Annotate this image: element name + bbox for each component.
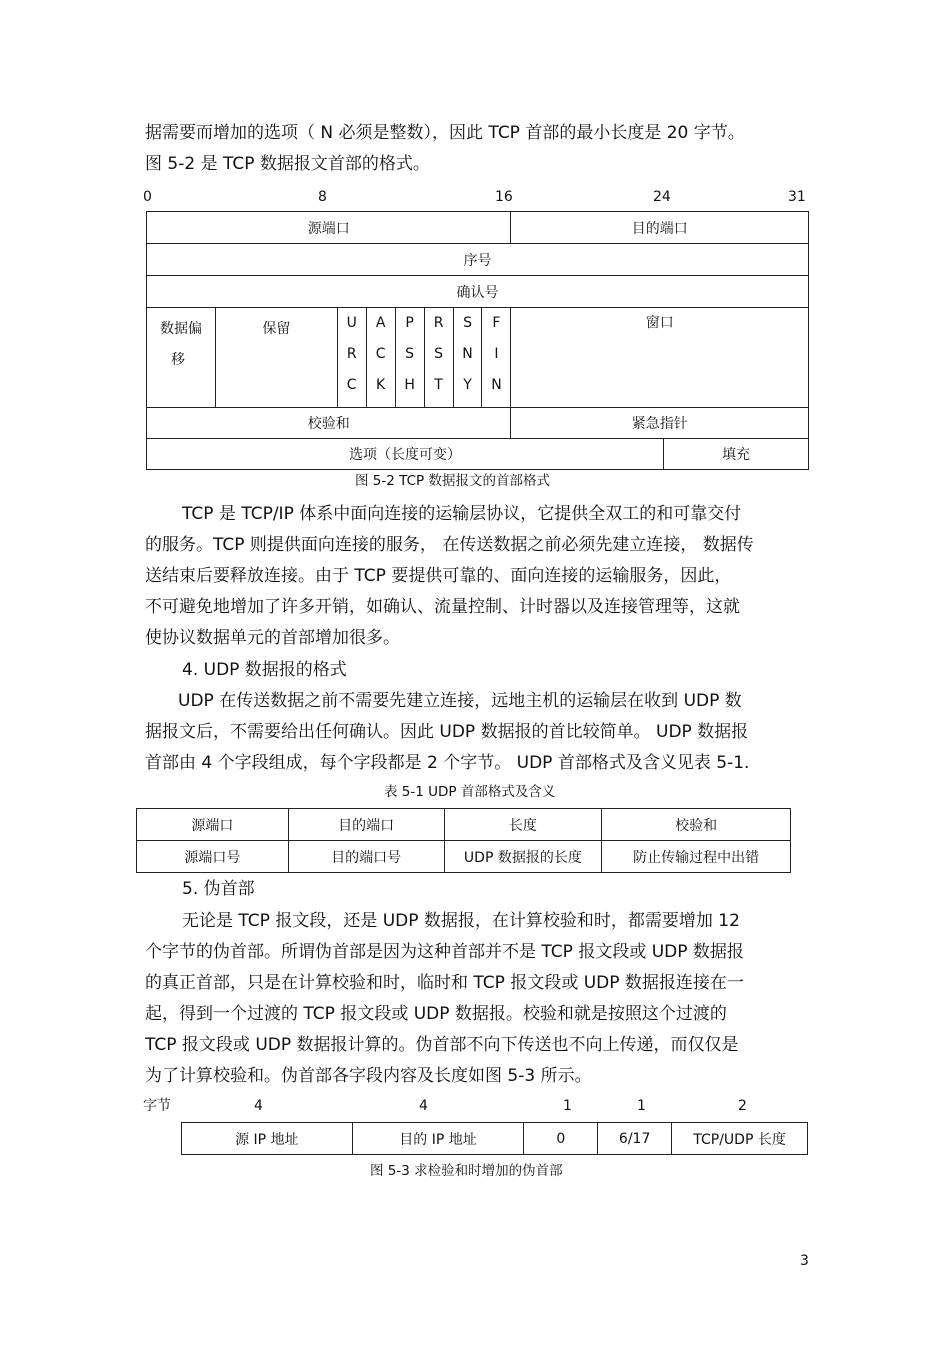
pseudo-length: TCP/UDP 长度 bbox=[672, 1123, 808, 1155]
flag-ack bbox=[366, 308, 395, 408]
pseudo-paragraph-line-6: 为了计算校验和。伪首部各字段内容及长度如图 5-3 所示。 bbox=[145, 1066, 592, 1086]
flag-char: I bbox=[494, 346, 499, 362]
pseudo-paragraph-line-5: TCP 报文段或 UDP 数据报计算的。伪首部不向下传送也不向上传递，而仅仅是 bbox=[145, 1035, 739, 1055]
udp-header-checksum: 校验和 bbox=[602, 809, 791, 841]
flag-char: Y bbox=[463, 377, 472, 393]
flag-char: H bbox=[404, 377, 415, 393]
flag-char: P bbox=[405, 315, 414, 331]
udp-cell-dest-port: 目的端口号 bbox=[288, 841, 444, 873]
bytes-label: 字节 bbox=[143, 1098, 171, 1114]
pseudo-paragraph-line-2: 个字节的伪首部。所谓伪首部是因为这种首部并不是 TCP 报文段或 UDP 数据报 bbox=[145, 942, 744, 962]
bit-ruler-24: 24 bbox=[653, 189, 671, 205]
udp-header-source-port: 源端口 bbox=[137, 809, 289, 841]
byte-count-zero: 1 bbox=[563, 1098, 572, 1114]
flag-char: S bbox=[463, 315, 472, 331]
udp-paragraph-line-3: 首部由 4 个字段组成，每个字段都是 2 个字节。 UDP 首部格式及含义见表 5-1. bbox=[145, 753, 750, 773]
bit-ruler-16: 16 bbox=[495, 189, 513, 205]
udp-heading: 4. UDP 数据报的格式 bbox=[182, 660, 347, 680]
pseudo-dst-ip: 目的 IP 地址 bbox=[352, 1123, 524, 1155]
udp-cell-checksum: 防止传输过程中出错 bbox=[602, 841, 791, 873]
tcp-options: 选项（长度可变） bbox=[147, 439, 664, 470]
tcp-sequence-number: 序号 bbox=[147, 244, 809, 276]
tcp-reserved: 保留 bbox=[215, 308, 337, 408]
tcp-paragraph-line-3: 送结束后要释放连接。由于 TCP 要提供可靠的、面向连接的运输服务，因此， bbox=[145, 566, 732, 586]
data-offset-line-1: 数据偏 bbox=[159, 321, 202, 337]
tcp-urgent-pointer: 紧急指针 bbox=[511, 408, 809, 439]
flag-fin bbox=[482, 308, 511, 408]
udp-header-table bbox=[136, 808, 791, 873]
udp-paragraph-line-2: 据报文后，不需要给出任何确认。因此 UDP 数据报的首比较简单。 UDP 数据报 bbox=[145, 722, 749, 742]
pseudo-paragraph-line-3: 的真正首部，只是在计算校验和时，临时和 TCP 报文段或 UDP 数据报连接在一 bbox=[145, 973, 744, 993]
tcp-source-port: 源端口 bbox=[147, 212, 511, 244]
data-offset-line-2: 移 bbox=[171, 352, 185, 368]
pseudo-heading: 5. 伪首部 bbox=[182, 879, 255, 899]
flag-char: N bbox=[462, 346, 473, 362]
flag-syn bbox=[453, 308, 482, 408]
tcp-header-table bbox=[146, 211, 809, 470]
flag-urg bbox=[337, 308, 366, 408]
flag-char: C bbox=[375, 346, 386, 362]
udp-header-dest-port: 目的端口 bbox=[288, 809, 444, 841]
tcp-dest-port: 目的端口 bbox=[511, 212, 809, 244]
flag-char: K bbox=[376, 377, 386, 393]
pseudo-protocol: 6/17 bbox=[598, 1123, 672, 1155]
byte-count-protocol: 1 bbox=[637, 1098, 646, 1114]
flag-char: N bbox=[491, 377, 502, 393]
tcp-checksum: 校验和 bbox=[147, 408, 511, 439]
tcp-data-offset bbox=[147, 308, 216, 408]
flag-char: R bbox=[433, 315, 444, 331]
byte-count-src-ip: 4 bbox=[254, 1098, 263, 1114]
flag-char: A bbox=[375, 315, 386, 331]
page-number: 3 bbox=[800, 1253, 809, 1269]
udp-paragraph-line-1: UDP 在传送数据之前不需要先建立连接，远地主机的运输层在收到 UDP 数 bbox=[178, 691, 742, 711]
tcp-padding: 填充 bbox=[664, 439, 809, 470]
udp-cell-source-port: 源端口号 bbox=[137, 841, 289, 873]
flag-char: U bbox=[346, 315, 357, 331]
tcp-paragraph-line-4: 不可避免地增加了许多开销，如确认、流量控制、计时器以及连接管理等，这就 bbox=[145, 597, 740, 617]
intro-line-1: 据需要而增加的选项（ N 必须是整数），因此 TCP 首部的最小长度是 20 字节。 bbox=[145, 123, 745, 143]
udp-cell-length: UDP 数据报的长度 bbox=[444, 841, 602, 873]
flag-char: R bbox=[346, 346, 357, 362]
figure-5-2-caption: 图 5-2 TCP 数据报文的首部格式 bbox=[355, 473, 550, 489]
flag-psh bbox=[395, 308, 424, 408]
intro-line-2: 图 5-2 是 TCP 数据报文首部的格式。 bbox=[145, 154, 430, 174]
tcp-window: 窗口 bbox=[511, 308, 809, 408]
bit-ruler-8: 8 bbox=[318, 189, 327, 205]
tcp-ack-number: 确认号 bbox=[147, 276, 809, 308]
flag-char: C bbox=[346, 377, 357, 393]
bit-ruler-0: 0 bbox=[143, 189, 152, 205]
pseudo-paragraph-line-1: 无论是 TCP 报文段，还是 UDP 数据报，在计算校验和时，都需要增加 12 bbox=[182, 911, 740, 931]
table-5-1-caption: 表 5-1 UDP 首部格式及含义 bbox=[384, 784, 556, 800]
pseudo-zero: 0 bbox=[524, 1123, 598, 1155]
tcp-paragraph-line-5: 使协议数据单元的首部增加很多。 bbox=[145, 628, 400, 648]
flag-char: S bbox=[405, 346, 415, 362]
flag-char: T bbox=[434, 377, 443, 393]
flag-char: F bbox=[492, 315, 501, 331]
flag-rst bbox=[424, 308, 453, 408]
udp-header-length: 长度 bbox=[444, 809, 602, 841]
pseudo-paragraph-line-4: 起，得到一个过渡的 TCP 报文段或 UDP 数据报。校验和就是按照这个过渡的 bbox=[145, 1004, 727, 1024]
bit-ruler-31: 31 bbox=[788, 189, 806, 205]
tcp-paragraph-line-2: 的服务。TCP 则提供面向连接的服务， 在传送数据之前必须先建立连接， 数据传 bbox=[145, 535, 754, 555]
byte-count-dst-ip: 4 bbox=[419, 1098, 428, 1114]
pseudo-src-ip: 源 IP 地址 bbox=[182, 1123, 353, 1155]
tcp-paragraph-line-1: TCP 是 TCP/IP 体系中面向连接的运输层协议，它提供全双工的和可靠交付 bbox=[182, 504, 742, 524]
figure-5-3-caption: 图 5-3 求检验和时增加的伪首部 bbox=[370, 1163, 563, 1179]
byte-count-length: 2 bbox=[738, 1098, 747, 1114]
pseudo-header-table bbox=[181, 1122, 808, 1155]
flag-char: S bbox=[434, 346, 443, 362]
